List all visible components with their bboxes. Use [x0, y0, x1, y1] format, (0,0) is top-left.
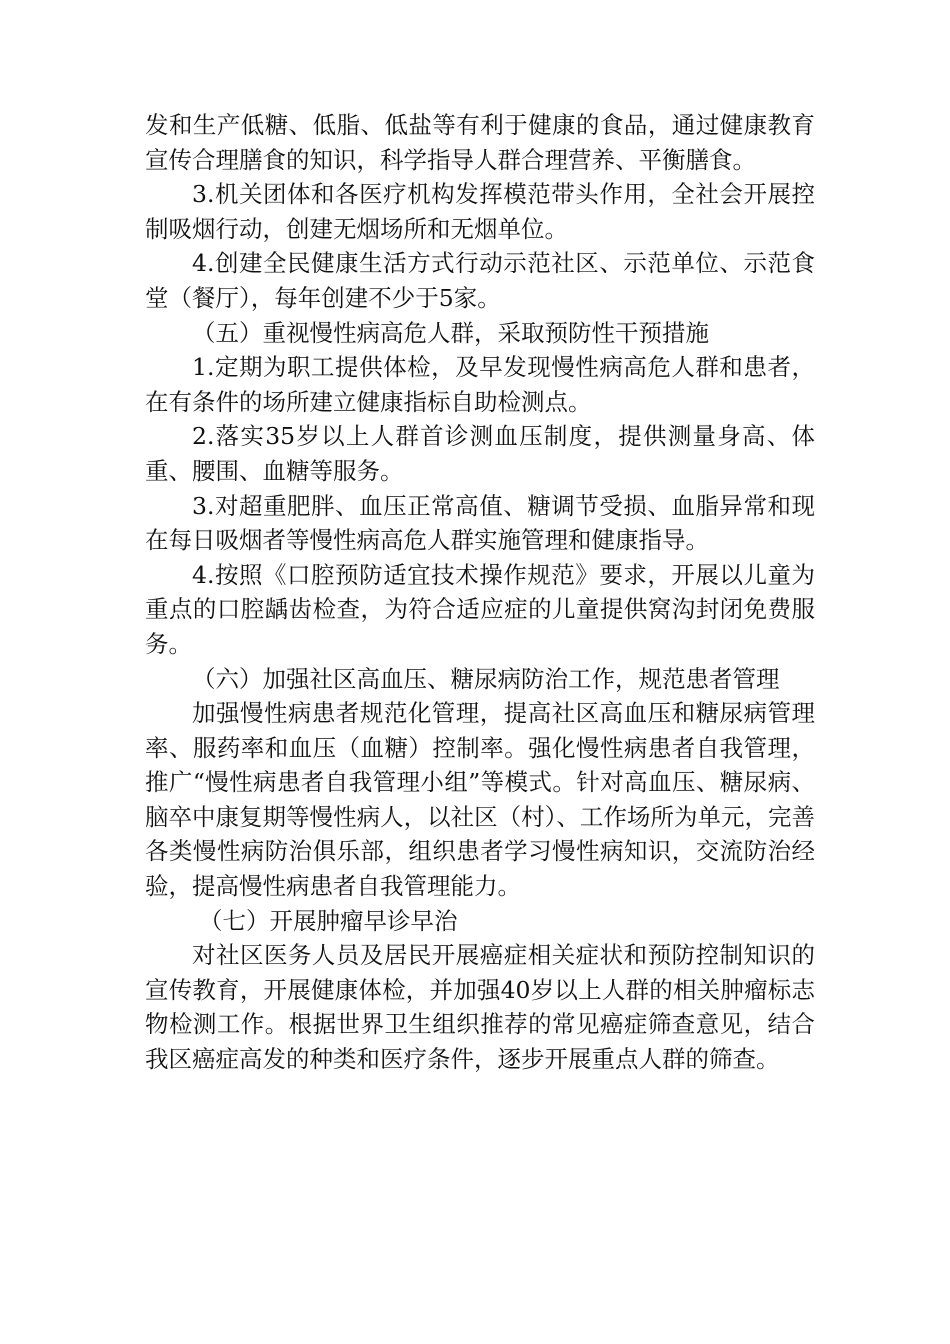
- paragraph-continuation: 发和生产低糖、低脂、低盐等有利于健康的食品，通过健康教育宣传合理膳食的知识，科学指导人群合理营养、平衡膳食。: [145, 111, 815, 174]
- section-heading-6: （六）加强社区高血压、糖尿病防治工作，规范患者管理: [192, 664, 780, 693]
- paragraph-item-4-demo-sites: 4.创建全民健康生活方式行动示范社区、示范单位、示范食堂（餐厅），每年创建不少于5家。: [145, 249, 815, 312]
- paragraph-item-4-oral: 4.按照《口腔预防适宜技术操作规范》要求，开展以儿童为重点的口腔龋齿检查，为符合适应症的儿童提供窝沟封闭免费服务。: [145, 560, 815, 658]
- paragraph-item-2-blood-pressure: 2.落实35岁以上人群首诊测血压制度，提供测量身高、体重、腰围、血糖等服务。: [145, 422, 815, 485]
- paragraph-item-3-tobacco: 3.机关团体和各医疗机构发挥模范带头作用，全社会开展控制吸烟行动，创建无烟场所和无烟单位。: [145, 180, 815, 243]
- paragraph-item-3-high-risk: 3.对超重肥胖、血压正常高值、糖调节受损、血脂异常和现在每日吸烟者等慢性病高危人群实施管理和健康指导。: [145, 491, 815, 555]
- document-page: [145, 108, 815, 1077]
- paragraph-chronic-management: 加强慢性病患者规范化管理，提高社区高血压和糖尿病管理率、服药率和血压（血糖）控制率。强化慢性病患者自我管理，推广“慢性病患者自我管理小组”等模式。针对高血压、糖尿病、脑卒中康复期等慢性病人，以社区（村）、工作场所为单元，完善各类慢性病防治俱乐部，组织患者学习慢性病知识，交流防治经验，提高慢性病患者自我管理能力。: [145, 699, 815, 901]
- section-heading-5: （五）重视慢性病高危人群，采取预防性干预措施: [192, 318, 709, 347]
- paragraph-cancer-screening: 对社区医务人员及居民开展癌症相关症状和预防控制知识的宣传教育，开展健康体检，并加强40岁以上人群的相关肿瘤标志物检测工作。根据世界卫生组织推荐的常见癌症筛查意见，结合我区癌症高发的种类和医疗条件，逐步开展重点人群的筛查。: [145, 941, 815, 1074]
- section-heading-7: （七）开展肿瘤早诊早治: [199, 906, 458, 935]
- paragraph-item-1-checkup: 1.定期为职工提供体检，及早发现慢性病高危人群和患者，在有条件的场所建立健康指标自助检测点。: [145, 353, 815, 416]
